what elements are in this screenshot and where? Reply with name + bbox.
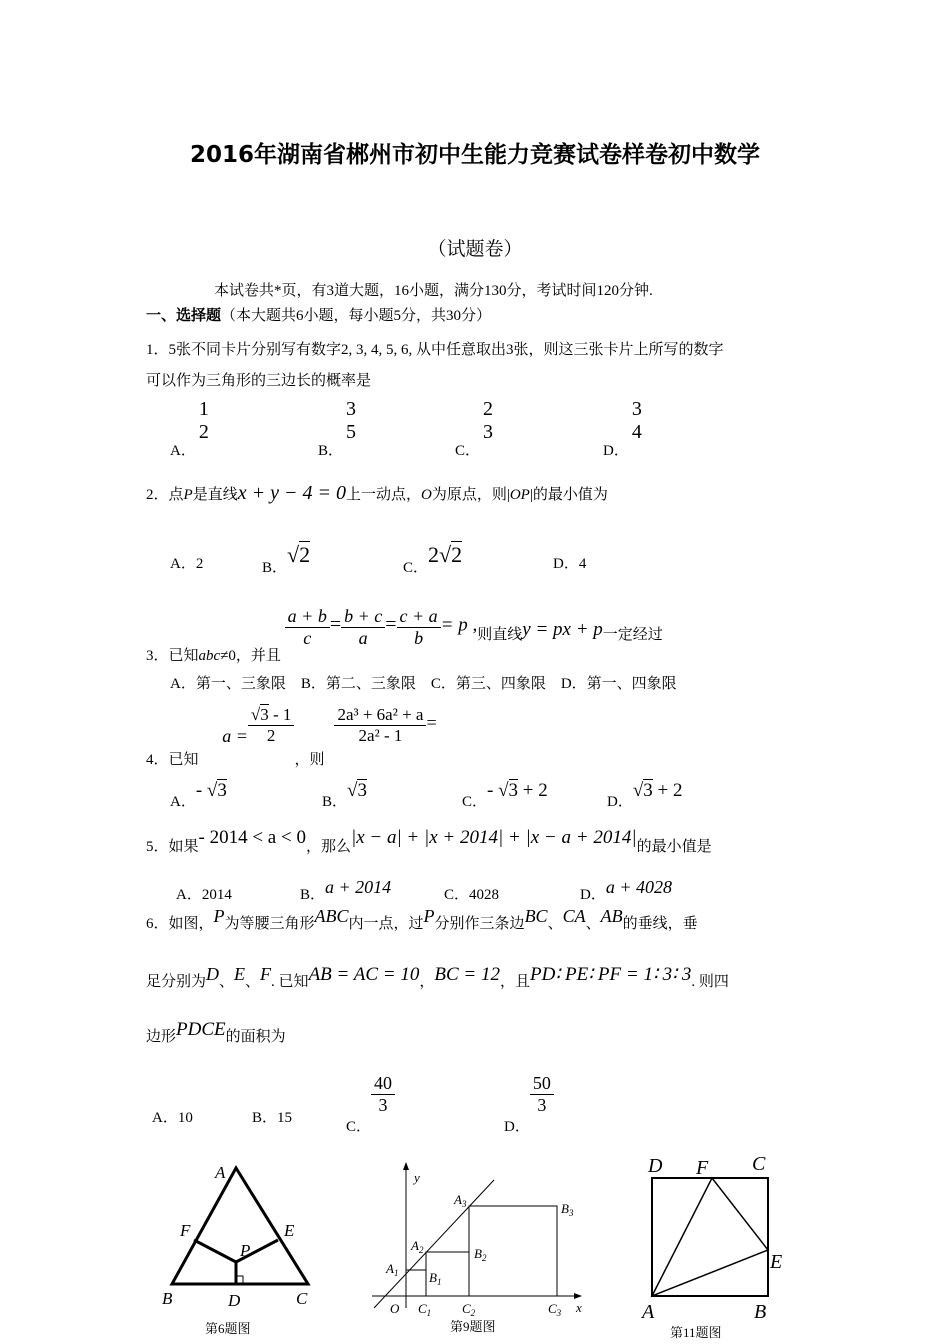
section-title: 一、选择题 [146,308,222,324]
figure-6-caption: 第6题图 [205,1321,251,1336]
fig9-label-a3: A [454,1192,462,1207]
fig9-label-o: O [390,1301,400,1316]
exam-intro: 本试卷共*页，有3道大题，16小题，满分130分，考试时间120分钟. [214,283,653,299]
page-title: 2016年湖南省郴州市初中生能力竞赛试卷样卷初中数学 [189,142,760,168]
q1-option-c: C． 2 3 [455,398,494,460]
page-subtitle: （试题卷） [427,238,523,260]
fig9-label-b3: B [561,1201,569,1216]
q5-option-d: D．a + 4028 [580,877,672,903]
q2-option-d: D．4 [553,556,587,572]
svg-text:A1: $A_1$ [386,1261,399,1278]
q1-option-b: B． 3 5 [318,398,357,460]
fig6-label-b: B [162,1289,173,1308]
fig9-label-b1: B [429,1270,437,1285]
q6-line1: 6．如图，P为等腰三角形ABC内一点，过P分别作三条边BC、CA、AB的垂线，垂 [146,906,698,932]
figure-6-triangle [160,1158,330,1310]
figure-11-caption: 第11题图 [670,1325,722,1340]
fig6-label-d: D [228,1291,241,1310]
fig6-label-e: E [284,1221,295,1240]
fig11-label-c: C [752,1153,766,1175]
svg-text:B2: $B_2$ [474,1246,487,1263]
svg-text:A3: $A_3$ [454,1192,467,1209]
q5-option-c: C．4028 [444,887,500,903]
fig9-label-c2: C [462,1301,471,1316]
fig11-label-f: F [696,1157,709,1179]
q4-option-d: D．√3 + 2 [607,780,683,810]
q2-stem: 2．点P是直线x + y − 4 = 0上一动点，O为原点，则|OP|的最小值为 [146,482,608,504]
q3-options: A．第一、三象限 B．第二、三象限 C．第三、四象限 D．第一、四象限 [170,676,677,692]
q6-option-a: A．10 [152,1110,193,1126]
svg-text:C2: $C_2$ [462,1301,476,1318]
fig6-label-f: F [180,1221,191,1240]
fig11-label-b: B [754,1301,767,1322]
q1-option-d: D． 3 4 [603,398,642,460]
q4-option-c: C．- √3 + 2 [462,780,548,810]
svg-text:B1: $B_1$ [429,1270,442,1287]
q1-line2: 可以作为三角形的三边长的概率是 [146,373,372,389]
fig9-label-a1: A [386,1261,394,1276]
fig11-label-e: E [770,1251,783,1273]
fig9-label-b2: B [474,1246,482,1261]
q3-stem: 3．已知abc≠0，并且 $\frac{a + b}{c}$ = $\frac{b + c}{a}$ = $\frac{c + a}{b}$ = p ,则直线y = px + p一定经过 [146,606,663,664]
svg-text:C3: $C_3$ [548,1301,562,1318]
q1-line1: 1．5张不同卡片分别写有数字2, 3, 4, 5, 6, 从中任意取出3张，则这三张卡片上所写的数字 [146,342,724,358]
q4-stem: 4．已知 a = $\frac{√3 - 1}{2}$ ，则 $\frac{\text{2a³ + 6a² + a}}{\text{2a² - 1}}$ = [146,705,437,769]
fig9-label-c3: C [548,1301,557,1316]
section-note: （本大题共6小题，每小题5分，共30分） [221,308,492,324]
q6-option-c: C． $\frac{40}{3}$ [346,1073,395,1115]
fig6-label-c: C [296,1289,308,1308]
figure-9-caption: 第9题图 [450,1319,496,1334]
q6-line3: 边形PDCE的面积为 [146,1019,286,1045]
q6-option-d: D． $\frac{50}{3}$ [504,1073,554,1115]
svg-text:A2: $A_2$ [411,1238,424,1255]
fig11-label-d: D [648,1155,663,1177]
svg-text:C1: $C_1$ [418,1301,432,1318]
q5-option-a: A．2014 [176,887,232,903]
fig9-label-c1: C [418,1301,427,1316]
figure-9-graph [368,1160,590,1320]
svg-text:B3: $B_3$ [561,1201,574,1218]
q2-option-a: A．2 [170,556,204,572]
fig9-label-a2: A [411,1238,419,1253]
figure-11-square [638,1150,798,1322]
fig9-label-x: x [576,1300,582,1315]
fig9-label-y: y [414,1170,420,1185]
q2-option-c: C．2√2 [403,542,463,576]
fig6-label-a: A [215,1163,226,1182]
q4-option-a: A．- √3 [170,780,227,810]
fig11-label-a: A [642,1301,655,1322]
q5-stem: 5．如果- 2014 < a < 0，那么|x − a| + |x + 2014| + |x − a + 2014|的最小值是 [146,827,712,855]
q6-line2: 足分别为D、E、F. 已知AB = AC = 10，BC = 12，且PD∶ PE∶ PF = 1∶ 3∶ 3. 则四 [146,964,729,990]
fig6-label-p: P [240,1241,251,1260]
q1-option-a: A． 1 2 [170,398,209,460]
q6-option-b: B．15 [252,1110,293,1126]
q2-option-b: B．√2 [262,542,311,576]
section-heading [146,304,491,325]
q5-option-b: B．a + 2014 [300,877,392,903]
q4-option-b: B．√3 [322,780,367,810]
